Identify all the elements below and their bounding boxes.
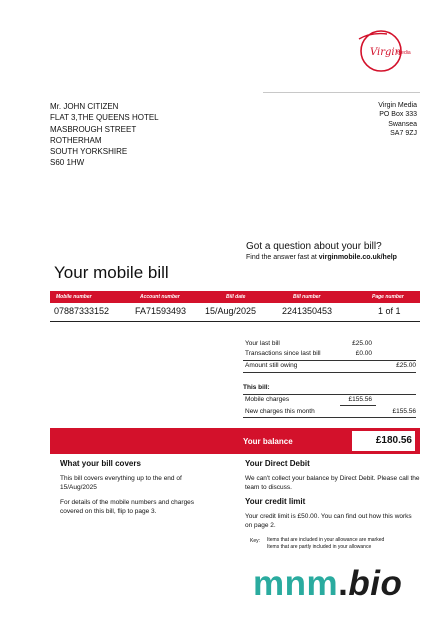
balance-value: £180.56	[375, 435, 412, 446]
summary-divider	[243, 417, 416, 418]
direct-debit-heading: Your Direct Debit	[245, 459, 310, 468]
header-row-divider	[50, 321, 420, 322]
watermark-mnm: mnm	[253, 564, 339, 603]
covers-text: This bill covers everything up to the end of 15/Aug/2025	[60, 475, 182, 491]
direct-debit-text: We can't collect your balance by Direct Debit. Please call the team to discuss.	[245, 475, 420, 491]
key-included-line: Items that are included in your allowance are marked	[267, 537, 385, 543]
mobile-number-value: 07887333152	[54, 306, 110, 316]
sender-address	[378, 101, 417, 138]
key-legend	[267, 537, 384, 551]
covers-heading: What your bill covers	[60, 459, 141, 468]
bill-date-heading: Bill date	[226, 294, 246, 300]
bill-number-value: 2241350453	[282, 306, 333, 316]
subtotal-rule	[340, 405, 376, 406]
page-number-heading: Page number	[372, 294, 404, 300]
key-partly-line: Items that are partly included in your allowance	[267, 544, 372, 550]
summary-divider	[243, 394, 416, 395]
sender-line: SA7 9ZJ	[390, 129, 417, 137]
help-question-text	[246, 254, 397, 261]
account-number-heading: Account number	[140, 294, 180, 300]
help-link[interactable]: virginmobile.co.uk/help	[318, 254, 397, 261]
mnm-bio-watermark	[253, 564, 402, 604]
virgin-media-logo	[351, 30, 415, 76]
this-bill-label: This bill:	[243, 384, 270, 391]
sender-line: Swansea	[388, 120, 417, 128]
last-bill-value: £25.00	[352, 340, 372, 347]
watermark-dot: .	[338, 564, 349, 603]
balance-bar	[50, 428, 420, 454]
recipient-line: MASBROUGH STREET	[50, 124, 137, 134]
mobile-charges-value: £155.56	[348, 396, 372, 403]
credit-limit-text: Your credit limit is £50.00. You can find out how this works on page 2.	[245, 513, 412, 529]
bill-details-header	[50, 291, 420, 303]
balance-box	[352, 431, 415, 451]
summary-divider	[243, 372, 416, 373]
account-number-value: FA71593493	[135, 306, 187, 316]
recipient-line: FLAT 3,THE QUEENS HOTEL	[50, 113, 159, 123]
sender-line: PO Box 333	[379, 111, 417, 119]
last-bill-label: Your last bill	[245, 340, 280, 347]
recipient-address	[50, 101, 159, 169]
bill-title: Your mobile bill	[54, 263, 169, 282]
recipient-line: S60 1HW	[50, 158, 85, 168]
sender-line: Virgin Media	[378, 102, 417, 109]
help-question-title: Got a question about your bill?	[246, 241, 382, 252]
transactions-label: Transactions since last bill	[245, 350, 321, 357]
help-question-prefix: Find the answer fast at	[246, 254, 319, 261]
recipient-line: SOUTH YORKSHIRE	[50, 147, 128, 157]
covers-details-text: For details of the mobile numbers and charges covered on this bill, flip to page 3.	[60, 499, 195, 515]
recipient-line: ROTHERHAM	[50, 135, 102, 145]
mobile-charges-label: Mobile charges	[245, 396, 290, 403]
credit-limit-heading: Your credit limit	[245, 497, 306, 506]
page-number-value: 1 of 1	[378, 306, 401, 316]
new-charges-label: New charges this month	[245, 408, 315, 415]
balance-label: Your balance	[243, 437, 293, 446]
header-divider	[263, 92, 420, 93]
logo-wordmark: Virgin	[370, 47, 402, 58]
key-label: Key:	[250, 538, 261, 544]
recipient-line: Mr. JOHN CITIZEN	[50, 102, 119, 111]
logo-subtext: media	[397, 50, 411, 56]
amount-owing-value: £25.00	[396, 362, 416, 369]
bill-number-heading: Bill number	[293, 294, 321, 300]
transactions-value: £0.00	[355, 350, 372, 357]
summary-divider	[243, 360, 416, 361]
new-charges-value: £155.56	[392, 408, 416, 415]
mobile-number-heading: Mobile number	[56, 294, 92, 300]
watermark-bio: bio	[348, 564, 403, 603]
amount-owing-label: Amount still owing	[245, 362, 298, 369]
bill-date-value: 15/Aug/2025	[205, 306, 257, 316]
